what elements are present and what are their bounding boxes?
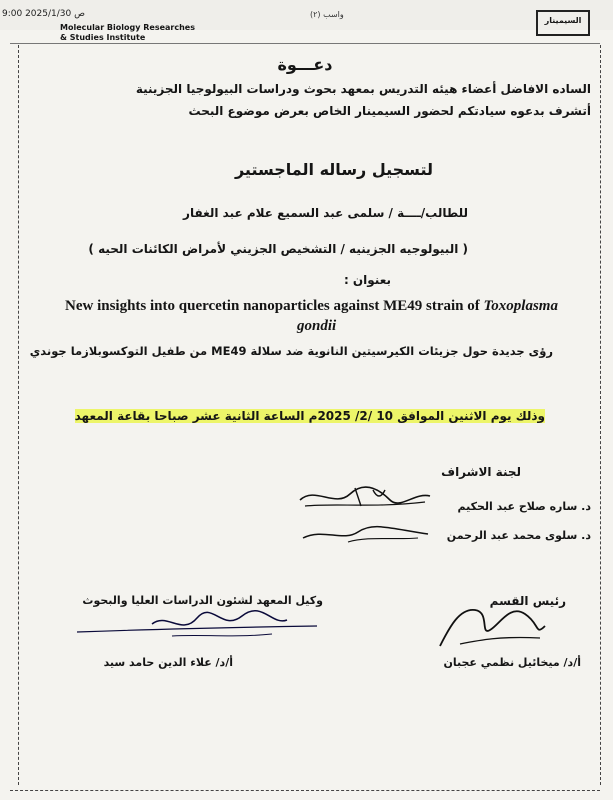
invitation-title: دعـــوة <box>277 55 333 74</box>
invitation-line1: الساده الافاضل أعضاء هيئه التدريس بمعهد بحوث ودراسات البيولوجيا الجزينية <box>135 82 591 96</box>
titled-label: بعنوان : <box>343 273 391 287</box>
vice-dean-title: وكيل المعهد لشئون الدراسات العليا والبحوث <box>82 594 323 607</box>
seminar-date-line <box>75 409 545 423</box>
seminar-date-highlight: وذلك يوم الاثنين الموافق 10 /2/ 2025م الساعة الثانية عشر صباحا بقاعة المعهد <box>74 409 545 423</box>
signature-2 <box>298 518 433 548</box>
institute-name-line1: Molecular Biology Researches <box>60 23 195 32</box>
bottom-dashed-border <box>10 790 600 791</box>
thesis-title-en-line2: gondii <box>297 318 337 334</box>
thesis-title-en <box>65 298 558 315</box>
right-dashed-border <box>600 45 601 785</box>
vice-dean-name: أ/د/ علاء الدين حامد سيد <box>103 656 233 669</box>
seminar-subtitle: لتسجيل رساله الماجستير <box>234 160 433 179</box>
invitation-line2: أتشرف بدعوه سيادتكم لحضور السيمينار الخاص بعرض موضوع البحث <box>188 104 591 118</box>
institute-logo: السيمينار <box>536 10 590 36</box>
thesis-title-en-italic1: Toxoplasma <box>483 298 558 314</box>
signature-1 <box>295 478 435 518</box>
top-rule <box>10 43 600 44</box>
institute-name-line2: & Studies Institute <box>60 33 146 42</box>
thesis-title-en-main: New insights into quercetin nanoparticles against ME49 strain of <box>65 298 480 314</box>
header-note: واسب (٢) <box>310 10 344 19</box>
head-of-department-title: رئيس القسم <box>489 594 566 608</box>
head-of-department-name: أ/د/ ميخائيل نظمي عجبان <box>443 656 581 669</box>
signature-vice-dean <box>72 606 322 646</box>
committee-heading: لجنة الاشراف <box>441 465 521 479</box>
student-name: للطالب/ــــة / سلمى عبد السميع علام عبد الغفار <box>183 206 468 220</box>
timestamp: 9:00 2025/1/30 ص <box>2 9 85 19</box>
committee-member-1: د. ساره صلاح عبد الحكيم <box>457 500 591 513</box>
committee-member-2: د. سلوى محمد عبد الرحمن <box>446 529 591 542</box>
thesis-title-ar: رؤى جديدة حول جزيئات الكيرسيتين النانوية ضد سلالة ME49 من طفيل التوكسوبلازما جوندي <box>29 344 553 358</box>
department-line: ( البيولوجيه الجزينيه / التشخيص الجزيني لأمراض الكائنات الحيه ) <box>88 242 468 256</box>
left-dashed-border <box>18 45 19 785</box>
institute-name <box>60 23 195 43</box>
